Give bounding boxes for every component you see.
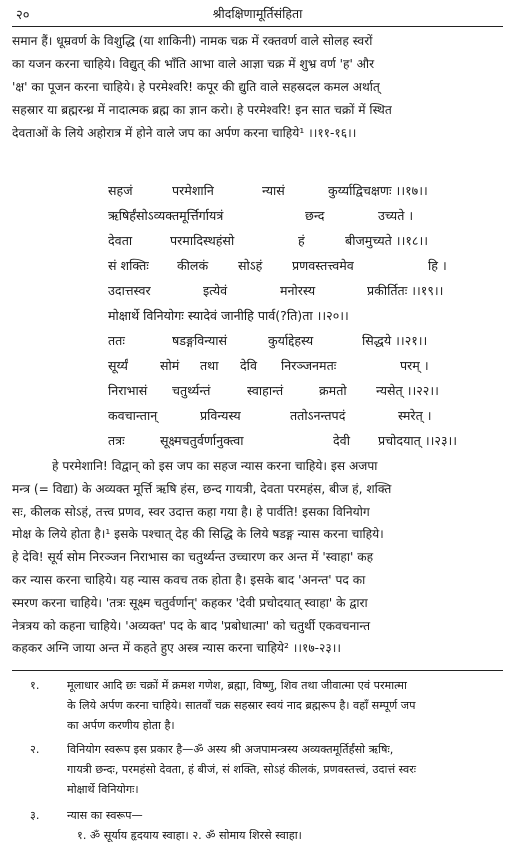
verse-word: प्रविन्यस्य bbox=[200, 408, 241, 423]
verse-word: परमादिस्थहंसो bbox=[170, 233, 235, 248]
header-rule bbox=[12, 26, 503, 27]
text-line: स्मरण करना चाहिये। 'तत्रः सूक्ष्म चतुर्वर्णान्' कहकर 'देवी प्रचोदयात् स्वाहा' के द्वारा bbox=[12, 595, 368, 610]
text-line: का यजन करना चाहिये। विद्युत् की भाँति आभा वाले आज्ञा चक्र में शुभ्र वर्ण 'ह' और bbox=[12, 57, 375, 71]
page-number: २० bbox=[16, 8, 30, 23]
text-line: 'क्ष' का पूजन करना चाहिये। हे परमेश्वरि! कपूर की द्युति वाले सहस्रदल कमल अर्थात् bbox=[12, 80, 380, 94]
verse-word: सहजं bbox=[108, 183, 133, 198]
verse-word: देवता bbox=[108, 233, 133, 248]
text-line: सः, कीलक सोऽहं, तत्त्व प्रणव, स्वर उदात्त कहा गया है। हे पार्वति! इसका विनियोग bbox=[12, 504, 370, 519]
verse-word: मनोरस्य bbox=[280, 283, 316, 298]
verse-word: बीजमुच्यते ।।१८।। bbox=[345, 233, 428, 248]
text-line: हे देवि! सूर्य सोम निरञ्जन निराभास का चतुर्थ्यन्त उच्चारण कर अन्त में 'स्वाहा' कह bbox=[12, 550, 374, 565]
footnote bbox=[12, 676, 506, 736]
verse-word: षडङ्गविन्यासं bbox=[172, 333, 228, 348]
footnote-number: २. bbox=[30, 743, 40, 756]
verse-word: मोक्षार्थे विनियोगः स्यादेवं जानीहि पार्व(?ति)ता ।।२०।। bbox=[108, 308, 349, 323]
paragraph-2 bbox=[12, 455, 506, 660]
footnote-number: ३. bbox=[30, 809, 40, 822]
verse-word: सूक्ष्मचतुर्वर्णानुक्त्वा bbox=[160, 433, 244, 448]
verse-word: हि । bbox=[428, 258, 447, 273]
verse-word: कुर्य्याद्विचक्षणः ।।१७।। bbox=[328, 183, 428, 198]
verse-word: सं शक्तिः bbox=[108, 258, 149, 273]
verse-word: ऋषिर्हंसोऽव्यक्तमूर्त्तिर्गायत्रं bbox=[108, 208, 224, 223]
verse-word: न्यसेत् ।।२२।। bbox=[376, 383, 439, 398]
text-line: सहस्रार या ब्रह्मरन्ध्र में नादात्मक ब्रह्म का ज्ञान करो। हे परमेश्वरि! इन सात चक्रों में स्थित bbox=[12, 103, 392, 117]
verse-word: सूर्य्यं bbox=[108, 358, 128, 373]
verse-word: स्वाहान्तं bbox=[247, 383, 284, 398]
verse-word: उदात्तस्वर bbox=[108, 283, 151, 298]
verse-word: हं bbox=[298, 233, 305, 248]
verse-word: कीलकं bbox=[177, 258, 209, 273]
text-line: समान हैं। धूम्रवर्ण के विशुद्धि (या शाकिनी) नामक चक्र में रक्तवर्ण वाले सोलह स्वरों bbox=[12, 34, 373, 48]
verse-word: चतुर्थ्यन्तं bbox=[172, 383, 211, 398]
verse-word: कुर्याद्देहस्य bbox=[268, 333, 314, 348]
verse-word: प्रकीर्तितः ।।१९।। bbox=[367, 283, 444, 298]
footnote bbox=[12, 740, 506, 800]
footnote-rule bbox=[12, 670, 503, 671]
text-line: मोक्ष के लिये होता है।¹ इसके पश्चात् देह की सिद्धि के लिये षडङ्ग न्यास करना चाहिये। bbox=[12, 527, 384, 542]
verse-word: न्यासं bbox=[262, 183, 285, 198]
text-line: देवताओं के लिये अहोरात्र में होने वाले जप का अर्पण करना चाहिये¹ ।।११-१६।। bbox=[12, 126, 357, 140]
verse-word: इत्येवं bbox=[203, 283, 228, 298]
verse-word: तथा bbox=[200, 358, 219, 373]
verse-word: ततः bbox=[108, 333, 125, 348]
verse-word: निराभासं bbox=[108, 383, 148, 398]
footnote-line: विनियोग स्वरूप इस प्रकार है—ॐ अस्य श्री अजपामन्त्रस्य अव्यक्तमूर्तिर्हंसो ऋषिः, bbox=[67, 743, 394, 756]
page-header bbox=[0, 0, 515, 26]
verse-word: देवि bbox=[240, 358, 257, 373]
footnote-line: मूलाधार आदि छः चक्रों में क्रमश गणेश, ब्रह्मा, विष्णु, शिव तथा जीवात्मा एवं परमात्मा bbox=[67, 679, 407, 692]
footnote-line: के लिये अर्पण करना चाहिये। सातवाँ चक्र सहस्रार स्वयं नाद ब्रह्मरूप है। वहाँ सम्पूर्ण जप bbox=[67, 699, 416, 712]
footnote-line: मोक्षार्थे विनियोगः। bbox=[67, 783, 139, 796]
footnote bbox=[12, 806, 506, 854]
verse-word: क्रमतो bbox=[319, 383, 347, 398]
verse-word: स्मरेत् । bbox=[398, 408, 432, 423]
verse-word: प्रचोदयात् ।।२३।। bbox=[378, 433, 458, 448]
text-line: नेत्रत्रय को कहना चाहिये। 'अव्यक्त' पद के बाद 'प्रबोधात्मा' को चतुर्थी एकवचनान्त bbox=[12, 618, 371, 633]
verse-word: परमेशानि bbox=[172, 183, 214, 198]
verse-word: प्रणवस्तत्त्वमेव bbox=[292, 258, 354, 273]
verse-word: सोऽहं bbox=[238, 258, 263, 273]
verse-word: देवी bbox=[333, 433, 350, 448]
footnote-line: न्यास का स्वरूप— bbox=[67, 809, 143, 822]
footnote-line: गायत्री छन्दः, परमहंसो देवता, हं बीजं, सं शक्ति, सोऽहं कीलकं, प्रणवस्तत्त्वं, उदात्तं स्वरः bbox=[67, 763, 417, 776]
text-line: मन्त्र (= विद्या) के अव्यक्त मूर्त्ति ऋषि हंस, छन्द गायत्री, देवता परमहंस, बीज हं, शक्ति bbox=[12, 481, 392, 496]
text-line: कर न्यास करना चाहिये। यह न्यास कवच तक होता है। इसके बाद 'अनन्त' पद का bbox=[12, 572, 366, 587]
text-line: हे परमेशानि! विद्वान् को इस जप का सहज न्यास करना चाहिये। इस अजपा bbox=[52, 459, 378, 473]
verse-word: सिद्धये ।।२१।। bbox=[362, 333, 428, 348]
paragraph-1 bbox=[12, 30, 506, 145]
verse-word: परम् । bbox=[400, 358, 429, 373]
verse-word: ततोऽनन्तपदं bbox=[290, 408, 346, 423]
text-line: कहकर अग्नि जाया अन्त में कहते हुए अस्त्र न्यास करना चाहिये² ।।१७-२३।। bbox=[12, 641, 341, 656]
verse-word: छन्द bbox=[305, 208, 325, 223]
verse-word: निरञ्जनमतः bbox=[281, 358, 337, 373]
verse-word: तत्रः bbox=[108, 433, 125, 448]
verse-word: उच्यते । bbox=[378, 208, 414, 223]
footnote-line: १. ॐ सूर्याय हृदयाय स्वाहा। २. ॐ सोमाय शिरसे स्वाहा। bbox=[77, 829, 302, 842]
verse-word: सोमं bbox=[160, 358, 180, 373]
running-title: श्रीदक्षिणामूर्तिसंहिता bbox=[212, 6, 303, 21]
verse-word: कवचान्तान् bbox=[108, 408, 158, 423]
footnote-number: १. bbox=[30, 679, 40, 692]
footnote-line: का अर्पण करणीय होता है। bbox=[67, 719, 175, 732]
